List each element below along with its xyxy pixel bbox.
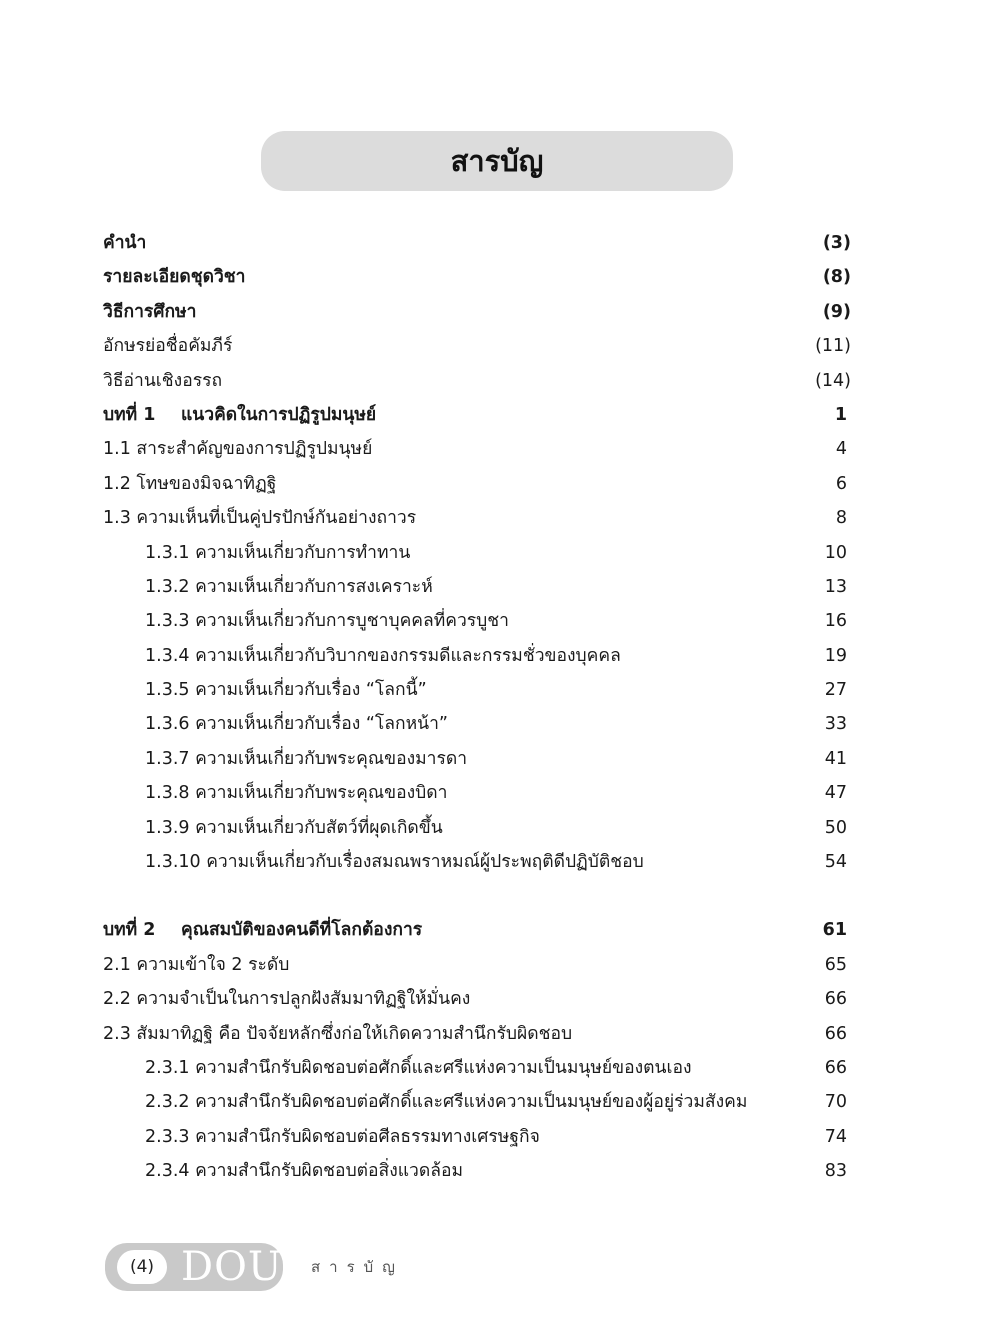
- toc-entry-page: 13: [824, 576, 847, 597]
- toc-entry-label: อักษรย่อชื่อคัมภีร์: [103, 336, 233, 357]
- page-footer: [105, 1243, 404, 1291]
- toc-chapter-2[interactable]: [103, 913, 851, 947]
- toc-entry-footnotes[interactable]: [103, 364, 851, 398]
- toc-entry-study-method[interactable]: [103, 295, 851, 329]
- toc-entry-label: คำนำ: [103, 233, 147, 253]
- toc-entry-page: 10: [824, 542, 847, 563]
- toc-entry-label: 1.3.9 ความเห็นเกี่ยวกับสัตว์ที่ผุดเกิดขึ้น: [145, 817, 443, 838]
- toc-entry-label: 2.3.1 ความสำนึกรับผิดชอบต่อศักดิ์และศรีแห่งความเป็นมนุษย์ของตนเอง: [145, 1057, 692, 1078]
- toc-entry[interactable]: [103, 982, 851, 1016]
- toc-entry-page: 66: [824, 989, 847, 1010]
- toc-subentry[interactable]: [103, 742, 851, 776]
- chapter-title: แนวคิดในการปฏิรูปมนุษย์: [181, 404, 377, 425]
- chapter-number: บทที่ 1: [103, 404, 156, 425]
- toc-entry-label: 2.3 สัมมาทิฏฐิ คือ ปัจจัยหลักซึ่งก่อให้เกิดความสำนึกรับผิดชอบ: [103, 1023, 573, 1044]
- toc-entry-page: 19: [824, 645, 847, 666]
- toc-entry-label: 2.3.2 ความสำนึกรับผิดชอบต่อศักดิ์และศรีแห่งความเป็นมนุษย์ของผู้อยู่ร่วมสังคม: [145, 1092, 748, 1113]
- toc-entry-page: (11): [815, 336, 851, 357]
- chapter-heading: [103, 398, 376, 432]
- toc-entry-page: 61: [822, 920, 847, 941]
- toc-entry-page: 66: [824, 1023, 847, 1044]
- toc-entry-page: (14): [815, 370, 851, 391]
- toc-entry-page: 47: [824, 783, 847, 804]
- toc-entry-page: 41: [824, 748, 847, 769]
- toc-entry-label: 2.3.3 ความสำนึกรับผิดชอบต่อศีลธรรมทางเศรษฐกิจ: [145, 1126, 540, 1147]
- toc-subentry[interactable]: [103, 1154, 851, 1188]
- toc-subentry[interactable]: [103, 1085, 851, 1119]
- toc-entry-page: (8): [822, 267, 851, 288]
- toc-entry-page: 65: [824, 954, 847, 975]
- toc-entry-label: 2.1 ความเข้าใจ 2 ระดับ: [103, 954, 290, 975]
- toc-entry-abbreviations[interactable]: [103, 329, 851, 363]
- toc-subentry[interactable]: [103, 776, 851, 810]
- toc-subentry[interactable]: [103, 536, 851, 570]
- toc-entry-page: 50: [824, 817, 847, 838]
- toc-subentry[interactable]: [103, 639, 851, 673]
- chapter-number: บทที่ 2: [103, 920, 156, 941]
- toc-entry-label: 1.2 โทษของมิจฉาทิฏฐิ: [103, 473, 277, 494]
- toc-entry-label: 1.3.5 ความเห็นเกี่ยวกับเรื่อง “โลกนี้”: [145, 680, 427, 701]
- toc-entry-label: 1.3.1 ความเห็นเกี่ยวกับการทำทาน: [145, 542, 411, 563]
- toc-entry-label: 1.3.6 ความเห็นเกี่ยวกับเรื่อง “โลกหน้า”: [145, 714, 449, 735]
- toc-entry-label: วิธีการศึกษา: [103, 301, 197, 322]
- toc-entry-label: 2.3.4 ความสำนึกรับผิดชอบต่อสิ่งแวดล้อม: [145, 1161, 464, 1182]
- toc-entry-page: 4: [835, 439, 847, 460]
- toc-subentry[interactable]: [103, 1051, 851, 1085]
- toc-entry-page: (3): [822, 233, 851, 253]
- toc-entry[interactable]: [103, 948, 851, 982]
- toc-entry-label: 1.3.2 ความเห็นเกี่ยวกับการสงเคราะห์: [145, 576, 433, 597]
- running-title: สารบัญ: [311, 1258, 404, 1276]
- toc-title-banner: [261, 131, 733, 191]
- toc-entry[interactable]: [103, 467, 851, 501]
- toc-subentry[interactable]: [103, 811, 851, 845]
- toc-entry-page: 27: [824, 680, 847, 701]
- page-title: สารบัญ: [450, 144, 544, 178]
- toc-entry-page: 8: [835, 508, 847, 529]
- toc-subentry[interactable]: [103, 604, 851, 638]
- toc-entry-label: 1.1 สาระสำคัญของการปฏิรูปมนุษย์: [103, 439, 373, 460]
- toc-entry[interactable]: [103, 1017, 851, 1051]
- toc-chapter-1[interactable]: [103, 398, 851, 432]
- toc-entry-page: (9): [822, 301, 851, 322]
- toc-entry-label: 1.3 ความเห็นที่เป็นคู่ปรปักษ์กันอย่างถาวร: [103, 508, 417, 529]
- toc-entry-page: 16: [824, 611, 847, 632]
- toc-entry-page: 1: [834, 404, 847, 425]
- toc-entry-page: 74: [824, 1126, 847, 1147]
- toc-subentry[interactable]: [103, 570, 851, 604]
- footer-badge: [105, 1243, 283, 1291]
- toc-entry-label: 1.3.7 ความเห็นเกี่ยวกับพระคุณของมารดา: [145, 748, 468, 769]
- toc-entry-page: 6: [835, 473, 847, 494]
- toc-entry-page: 66: [824, 1057, 847, 1078]
- toc-entry-page: 83: [824, 1161, 847, 1182]
- toc-entry-label: 1.3.3 ความเห็นเกี่ยวกับการบูชาบุคคลที่ควรบูชา: [145, 611, 509, 632]
- toc-entry-label: 1.3.8 ความเห็นเกี่ยวกับพระคุณของบิดา: [145, 783, 448, 804]
- toc-entry-course-details[interactable]: [103, 260, 851, 294]
- chapter-title: คุณสมบัติของคนดีที่โลกต้องการ: [181, 920, 423, 941]
- toc-entry[interactable]: [103, 432, 851, 466]
- page-number: (4): [117, 1250, 167, 1284]
- toc-entry-label: 2.2 ความจำเป็นในการปลูกฝังสัมมาทิฏฐิให้มั่นคง: [103, 989, 471, 1010]
- toc-entry-label: วิธีอ่านเชิงอรรถ: [103, 370, 223, 391]
- toc-subentry[interactable]: [103, 707, 851, 741]
- table-of-contents: [103, 226, 851, 1189]
- toc-entry-label: 1.3.4 ความเห็นเกี่ยวกับวิบากของกรรมดีและกรรมชั่วของบุคคล: [145, 645, 621, 666]
- toc-subentry[interactable]: [103, 845, 851, 879]
- toc-entry-page: 54: [824, 852, 847, 873]
- toc-entry[interactable]: [103, 501, 851, 535]
- toc-entry-page: 33: [824, 714, 847, 735]
- toc-subentry[interactable]: [103, 673, 851, 707]
- chapter-heading: [103, 913, 422, 947]
- brand-logo: DOU: [181, 1244, 283, 1290]
- toc-entry-page: 70: [824, 1092, 847, 1113]
- toc-subentry[interactable]: [103, 1120, 851, 1154]
- toc-entry-label: 1.3.10 ความเห็นเกี่ยวกับเรื่องสมณพราหมณ์ผู้ประพฤติดีปฏิบัติชอบ: [145, 852, 644, 873]
- toc-entry-label: รายละเอียดชุดวิชา: [103, 267, 246, 288]
- toc-entry-preface[interactable]: [103, 226, 851, 260]
